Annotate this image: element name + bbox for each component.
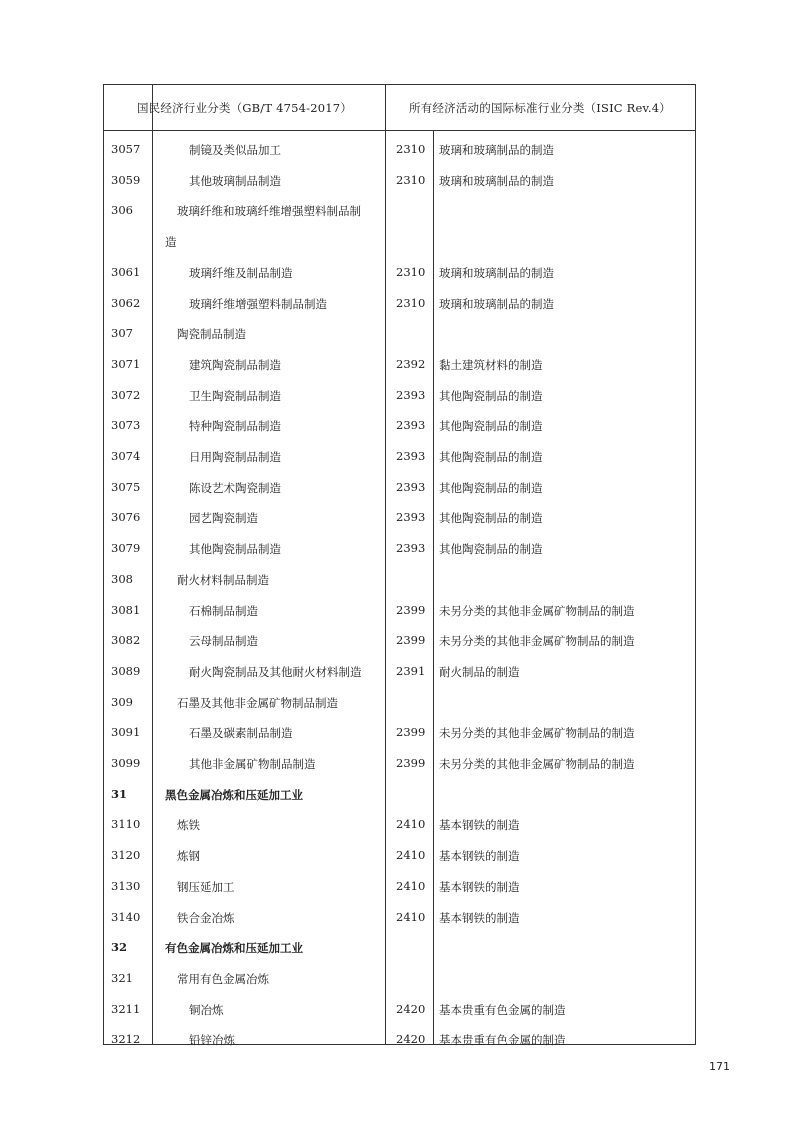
table-row — [104, 748, 695, 779]
gb-code: 3082 — [111, 633, 141, 648]
gb-code: 3110 — [111, 817, 141, 832]
isic-name: 基本钢铁的制造 — [439, 849, 520, 864]
header-gb-classification: 国民经济行业分类（GB/T 4754-2017） — [136, 100, 353, 115]
isic-code: 2391 — [396, 663, 426, 678]
table-row — [104, 502, 695, 533]
table-row — [104, 871, 695, 902]
gb-name: 耐火材料制品制造 — [177, 572, 269, 587]
table-row — [104, 441, 695, 472]
gb-name: 铜冶炼 — [189, 1002, 224, 1017]
gb-name-continuation: 造 — [165, 235, 177, 250]
isic-code: 2310 — [396, 295, 426, 310]
gb-name: 玻璃纤维及制品制造 — [189, 265, 293, 280]
gb-code: 3130 — [111, 878, 141, 893]
gb-name: 云母制品制造 — [189, 634, 258, 649]
gb-code: 3074 — [111, 449, 141, 463]
gb-name: 建筑陶瓷制品制造 — [189, 357, 281, 372]
gb-code: 306 — [111, 203, 133, 218]
table-row — [104, 902, 695, 933]
isic-name: 基本钢铁的制造 — [439, 879, 520, 894]
isic-name: 其他陶瓷制品的制造 — [439, 450, 543, 464]
gb-name: 其他陶瓷制品制造 — [189, 542, 281, 557]
isic-name: 未另分类的其他非金属矿物制品的制造 — [439, 634, 635, 649]
gb-name: 钢压延加工 — [177, 879, 235, 894]
table-row — [104, 564, 695, 595]
gb-code: 3062 — [111, 295, 141, 310]
isic-code: 2393 — [396, 541, 426, 556]
isic-code: 2410 — [396, 817, 426, 832]
gb-name: 日用陶瓷制品制造 — [189, 450, 281, 464]
gb-name: 炼钢 — [177, 849, 200, 864]
table-row — [104, 318, 695, 349]
isic-code: 2420 — [396, 1001, 426, 1016]
gb-code: 3081 — [111, 602, 141, 617]
gb-name: 石墨及碳素制品制造 — [189, 726, 293, 741]
table-row — [104, 1024, 695, 1055]
table-row — [104, 595, 695, 626]
isic-code: 2393 — [396, 510, 426, 525]
isic-code: 2410 — [396, 909, 426, 924]
isic-code: 2399 — [396, 725, 426, 740]
header-isic-classification: 所有经济活动的国际标准行业分类（ISIC Rev.4） — [409, 100, 671, 115]
gb-name: 耐火陶瓷制品及其他耐火材料制造 — [189, 664, 362, 679]
isic-code: 2310 — [396, 264, 426, 279]
table-row — [104, 195, 695, 226]
table-row — [104, 134, 695, 165]
gb-code: 32 — [111, 940, 128, 955]
table-row — [104, 717, 695, 748]
gb-name: 玻璃纤维和玻璃纤维增强塑料制品制 — [177, 204, 361, 219]
isic-name: 其他陶瓷制品的制造 — [439, 419, 543, 434]
isic-name: 基本贵重有色金属的制造 — [439, 1033, 566, 1048]
isic-name: 玻璃和玻璃制品的制造 — [439, 265, 554, 280]
gb-code: 3072 — [111, 387, 141, 402]
table-row — [104, 809, 695, 840]
isic-code: 2399 — [396, 756, 426, 770]
table-row — [104, 840, 695, 871]
isic-code: 2393 — [396, 479, 426, 494]
page-number: 171 — [709, 1060, 730, 1073]
isic-code: 2392 — [396, 356, 426, 371]
table-row-continuation — [104, 226, 695, 257]
gb-code: 309 — [111, 694, 133, 709]
table-row — [104, 472, 695, 503]
isic-name: 基本贵重有色金属的制造 — [439, 1002, 566, 1017]
gb-name: 制镜及类似品加工 — [189, 143, 281, 157]
table-row — [104, 932, 695, 963]
gb-code: 3061 — [111, 264, 141, 279]
gb-code: 3059 — [111, 172, 141, 187]
gb-name: 其他玻璃制品制造 — [189, 173, 281, 188]
gb-name: 铁合金冶炼 — [177, 910, 235, 925]
gb-name: 有色金属冶炼和压延加工业 — [165, 941, 303, 956]
gb-code: 308 — [111, 571, 133, 586]
table-row — [104, 380, 695, 411]
isic-name: 玻璃和玻璃制品的制造 — [439, 296, 554, 311]
table-row — [104, 349, 695, 380]
table-row — [104, 625, 695, 656]
gb-name: 石墨及其他非金属矿物制品制造 — [177, 695, 338, 710]
gb-code: 3079 — [111, 541, 141, 556]
gb-code: 3073 — [111, 418, 141, 433]
table-row — [104, 533, 695, 564]
gb-code: 3099 — [111, 756, 141, 770]
isic-name: 未另分类的其他非金属矿物制品的制造 — [439, 726, 635, 741]
isic-name: 其他陶瓷制品的制造 — [439, 480, 543, 495]
header-divider — [104, 130, 695, 131]
gb-code: 3140 — [111, 909, 141, 924]
gb-name: 黑色金属冶炼和压延加工业 — [165, 787, 303, 802]
gb-code: 31 — [111, 786, 128, 801]
gb-code: 3089 — [111, 663, 141, 678]
isic-code: 2310 — [396, 172, 426, 187]
gb-code: 3057 — [111, 142, 141, 156]
table-row — [104, 257, 695, 288]
table-row — [104, 288, 695, 319]
gb-code: 3076 — [111, 510, 141, 525]
table-row — [104, 656, 695, 687]
isic-code: 2393 — [396, 387, 426, 402]
gb-name: 石棉制品制造 — [189, 603, 258, 618]
isic-code: 2393 — [396, 418, 426, 433]
gb-code: 3212 — [111, 1032, 141, 1047]
isic-code: 2310 — [396, 142, 426, 156]
table-row — [104, 687, 695, 718]
isic-name: 玻璃和玻璃制品的制造 — [439, 143, 554, 157]
isic-name: 基本钢铁的制造 — [439, 818, 520, 833]
isic-code: 2410 — [396, 848, 426, 863]
table-row — [104, 165, 695, 196]
gb-code: 3071 — [111, 356, 141, 371]
table-row — [104, 963, 695, 994]
gb-name: 其他非金属矿物制品制造 — [189, 757, 316, 771]
isic-code: 2410 — [396, 878, 426, 893]
classification-table — [103, 84, 696, 1048]
isic-name: 未另分类的其他非金属矿物制品的制造 — [439, 757, 635, 771]
gb-name: 卫生陶瓷制品制造 — [189, 388, 281, 403]
isic-code: 2399 — [396, 633, 426, 648]
isic-name: 基本钢铁的制造 — [439, 910, 520, 925]
gb-name: 铅锌冶炼 — [189, 1033, 235, 1048]
gb-code: 3091 — [111, 725, 141, 740]
gb-code: 3120 — [111, 848, 141, 863]
gb-name: 园艺陶瓷制造 — [189, 511, 258, 526]
table-row — [104, 410, 695, 441]
gb-code: 3211 — [111, 1001, 141, 1016]
gb-name: 玻璃纤维增强塑料制品制造 — [189, 296, 327, 311]
table-row — [104, 994, 695, 1025]
gb-name: 特种陶瓷制品制造 — [189, 419, 281, 434]
gb-name: 炼铁 — [177, 818, 200, 833]
isic-name: 未另分类的其他非金属矿物制品的制造 — [439, 603, 635, 618]
gb-code: 3075 — [111, 479, 141, 494]
isic-name: 耐火制品的制造 — [439, 664, 520, 679]
gb-name: 常用有色金属冶炼 — [177, 971, 269, 986]
isic-name: 其他陶瓷制品的制造 — [439, 542, 543, 557]
gb-name: 陶瓷制品制造 — [177, 327, 246, 342]
isic-name: 黏土建筑材料的制造 — [439, 357, 543, 372]
isic-code: 2420 — [396, 1032, 426, 1047]
gb-code: 321 — [111, 970, 133, 985]
gb-name: 陈设艺术陶瓷制造 — [189, 480, 281, 495]
isic-name: 其他陶瓷制品的制造 — [439, 511, 543, 526]
isic-name: 其他陶瓷制品的制造 — [439, 388, 543, 403]
isic-name: 玻璃和玻璃制品的制造 — [439, 173, 554, 188]
isic-code: 2399 — [396, 602, 426, 617]
isic-code: 2393 — [396, 449, 426, 463]
gb-code: 307 — [111, 326, 133, 341]
table-row — [104, 779, 695, 810]
